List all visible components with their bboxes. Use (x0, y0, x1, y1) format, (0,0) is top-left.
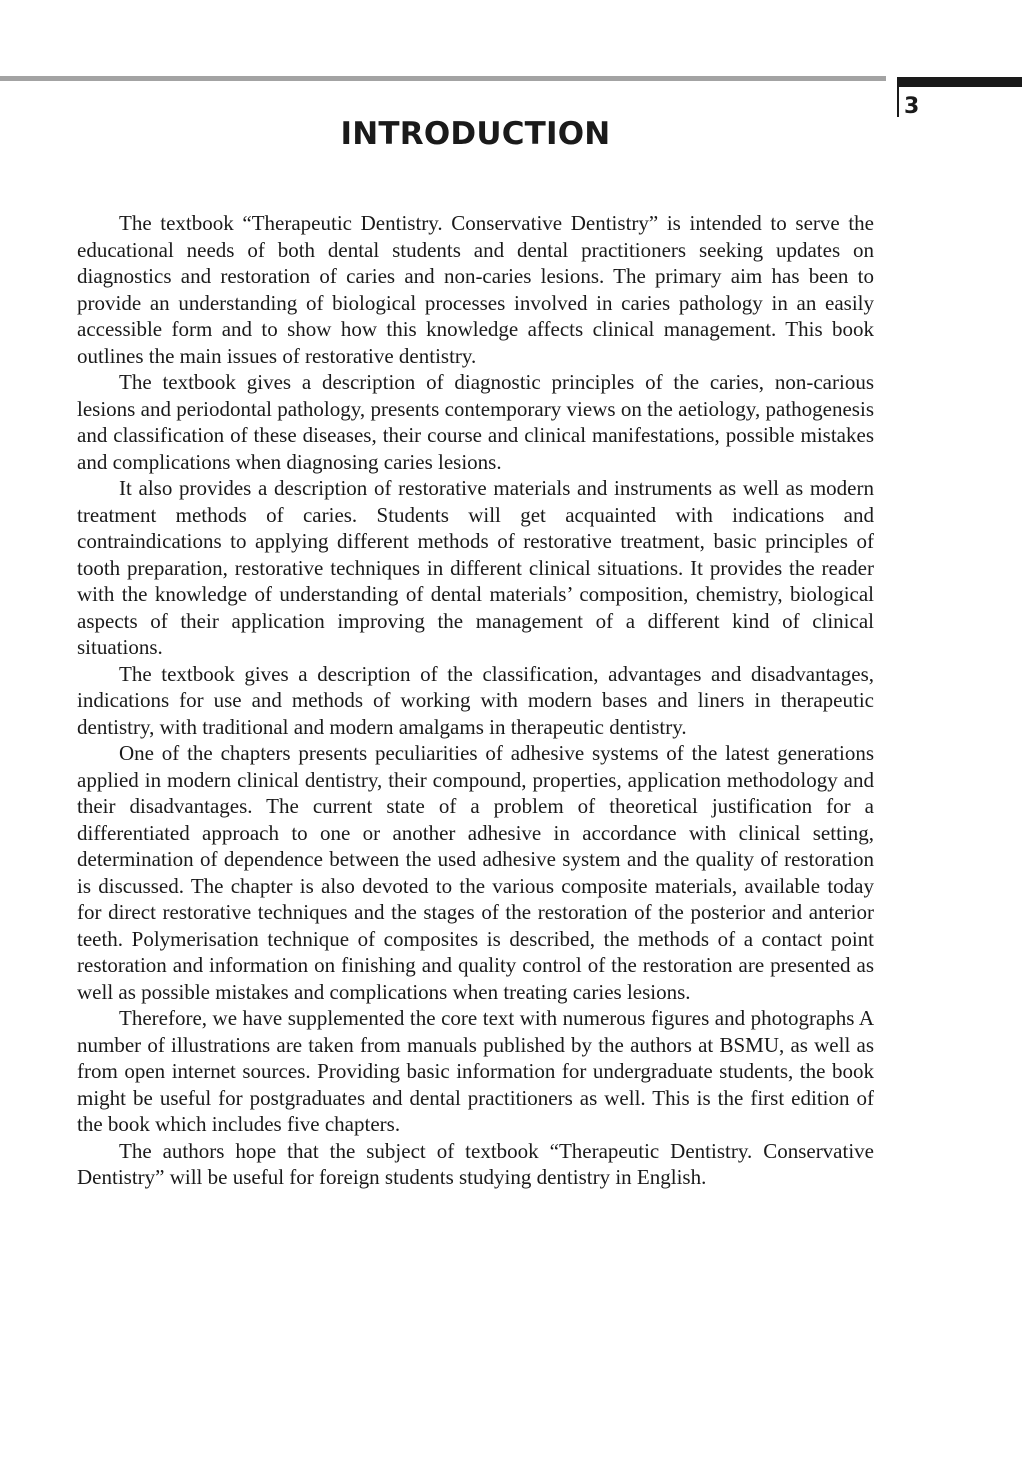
header-rule-black (897, 77, 1022, 87)
paragraph-materials: It also provides a description of restorative materials and instruments as well as modern treatment methods of caries. Students will get acquainted with indications and contraindications to applying different methods of restorative treatment, basic principles of tooth preparation, restorative techniques in different clinical situations. It provides the reader with the knowledge of understanding of dental materials’ composition, chemistry, biological aspects of their application improving the management of a different kind of clinical situations. (77, 476, 874, 659)
page-number-divider (897, 87, 899, 117)
page-number: 3 (904, 94, 920, 119)
paragraph-purpose: The textbook “Therapeutic Dentistry. Conservative Dentistry” is intended to serve the educational needs of both dental students and dental practitioners seeking updates on diagnostics and restoration of caries and non-caries lesions. The primary aim has been to provide an understanding of biological processes involved in caries pathology in an easily accessible form and to show how this knowledge affects clinical management. This book outlines the main issues of restorative dentistry. (77, 211, 874, 368)
body-text (77, 210, 874, 1191)
paragraph-illustrations: Therefore, we have supplemented the core text with numerous figures and photographs A number of illustrations are taken from manuals published by the authors at BSMU, as well as from open internet sources. Providing basic information for undergraduate students, the book might be useful for postgraduates and dental practitioners as well. This is the first edition of the book which includes five chapters. (77, 1006, 874, 1136)
header-rule-gray (0, 76, 886, 81)
page-title: INTRODUCTION (340, 116, 611, 152)
paragraph-closing: The authors hope that the subject of textbook “Therapeutic Dentistry. Conservative Dentistry” will be useful for foreign students studying dentistry in English. (77, 1138, 874, 1189)
paragraph-diagnostics: The textbook gives a description of diagnostic principles of the caries, non-carious lesions and periodontal pathology, presents contemporary views on the aetiology, pathogenesis and classification of these diseases, their course and clinical manifestations, possible mistakes and complications when diagnosing caries lesions. (77, 370, 874, 474)
paragraph-adhesives: One of the chapters presents peculiarities of adhesive systems of the latest generations applied in modern clinical dentistry, their compound, properties, application methodology and their disadvantages. The current state of a problem of theoretical justification for a differentiated approach to one or another adhesive in accordance with clinical setting, determination of dependence between the used adhesive system and the quality of restoration is discussed. The chapter is also devoted to the various composite materials, available today for direct restorative techniques and the stages of the restoration of the posterior and anterior teeth. Polymerisation technique of composites is described, the methods of a contact point restoration and information on finishing and quality control of the restoration are presented as well as possible mistakes and complications when treating caries lesions. (77, 741, 874, 1004)
paragraph-bases-liners: The textbook gives a description of the classification, advantages and disadvantages, indications for use and methods of working with modern bases and liners in therapeutic dentistry, with traditional and modern amalgams in therapeutic dentistry. (77, 661, 874, 739)
